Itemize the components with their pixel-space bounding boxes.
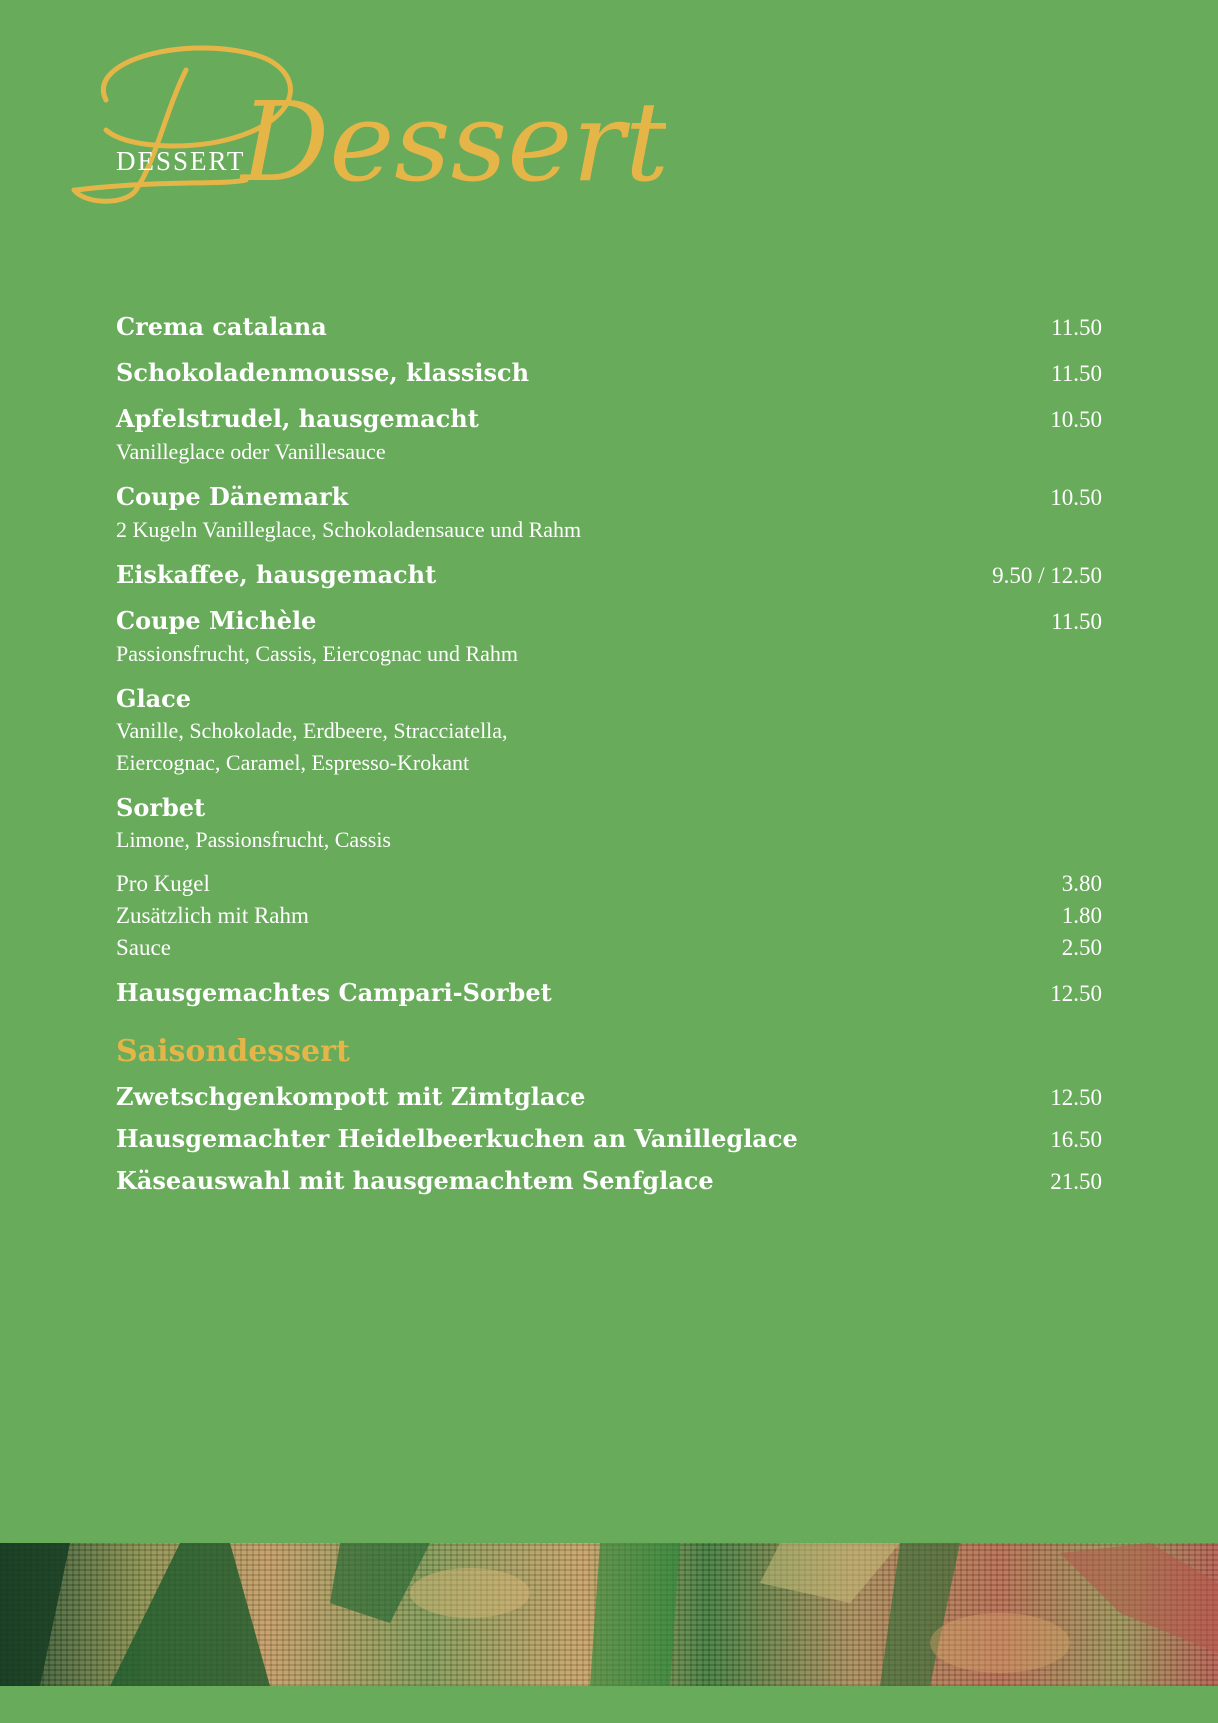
item-price: 12.50 xyxy=(1050,1085,1102,1110)
extra-row xyxy=(116,932,1102,964)
extra-price: 3.80 xyxy=(1061,871,1102,896)
menu-item xyxy=(116,558,1102,592)
item-name: Eiskaffee, hausgemacht xyxy=(116,560,437,589)
item-description: Eiercognac, Caramel, Espresso-Krokant xyxy=(116,750,470,775)
season-items xyxy=(116,1080,1102,1198)
decorative-painting-band xyxy=(0,1543,1218,1686)
item-description: 2 Kugeln Vanilleglace, Schokoladensauce und Rahm xyxy=(116,517,582,542)
extra-label: Zusätzlich mit Rahm xyxy=(116,903,309,928)
extra-row xyxy=(116,900,1102,932)
menu-item xyxy=(116,682,1102,779)
item-price: 11.50 xyxy=(1051,609,1102,634)
extras-list xyxy=(116,868,1102,964)
painting-shapes xyxy=(0,1543,1218,1686)
menu-item xyxy=(116,1080,1102,1114)
item-name: Apfelstrudel, hausgemacht xyxy=(116,404,479,433)
item-name: Zwetschgenkompott mit Zimtglace xyxy=(116,1082,586,1111)
season-title: Saisondessert xyxy=(116,1034,350,1069)
item-name: Käseauswahl mit hausgemachtem Senfglace xyxy=(116,1166,714,1195)
menu-item xyxy=(116,604,1102,670)
item-price: 10.50 xyxy=(1050,485,1102,510)
item-name: Coupe Michèle xyxy=(116,606,317,635)
item-description: Vanilleglace oder Vanillesauce xyxy=(116,439,386,464)
page-header xyxy=(0,0,1218,230)
menu-item xyxy=(116,356,1102,390)
item-name: Hausgemachtes Campari-Sorbet xyxy=(116,978,552,1007)
item-price: 12.50 xyxy=(1050,981,1102,1006)
dessert-menu xyxy=(116,310,1102,1206)
extra-price: 2.50 xyxy=(1061,935,1102,960)
item-description: Limone, Passionsfrucht, Cassis xyxy=(116,827,391,852)
item-price: 10.50 xyxy=(1050,407,1102,432)
extra-label: Pro Kugel xyxy=(116,871,210,896)
item-price: 16.50 xyxy=(1050,1127,1102,1152)
menu-item xyxy=(116,480,1102,546)
item-description: Passionsfrucht, Cassis, Eiercognac und Rahm xyxy=(116,641,519,666)
menu-item xyxy=(116,1164,1102,1198)
script-title-text: Dessert xyxy=(241,78,666,206)
extra-row xyxy=(116,868,1102,900)
item-name: Crema catalana xyxy=(116,312,327,341)
extra-price: 1.80 xyxy=(1061,903,1102,928)
menu-item xyxy=(116,402,1102,468)
menu-items xyxy=(116,310,1102,856)
item-name: Schokoladenmousse, klassisch xyxy=(116,358,530,387)
item-name: Coupe Dänemark xyxy=(116,482,349,511)
item-name: Glace xyxy=(116,684,192,713)
menu-item xyxy=(116,310,1102,344)
menu-item xyxy=(116,1122,1102,1156)
extra-label: Sauce xyxy=(116,935,171,960)
item-description: Vanille, Schokolade, Erdbeere, Stracciatella, xyxy=(116,718,508,743)
menu-item xyxy=(116,791,1102,856)
item-price: 11.50 xyxy=(1051,361,1102,386)
menu-item-campari xyxy=(116,976,1102,1010)
script-title-decoration xyxy=(66,30,666,210)
item-name: Sorbet xyxy=(116,793,206,822)
item-price: 9.50 / 12.50 xyxy=(992,563,1102,588)
script-title-svg xyxy=(66,30,666,210)
page-title: DESSERT xyxy=(116,146,246,176)
item-name: Hausgemachter Heidelbeerkuchen an Vanilleglace xyxy=(116,1124,798,1153)
season-section xyxy=(116,1032,1102,1198)
item-price: 21.50 xyxy=(1050,1169,1102,1194)
item-price: 11.50 xyxy=(1051,315,1102,340)
